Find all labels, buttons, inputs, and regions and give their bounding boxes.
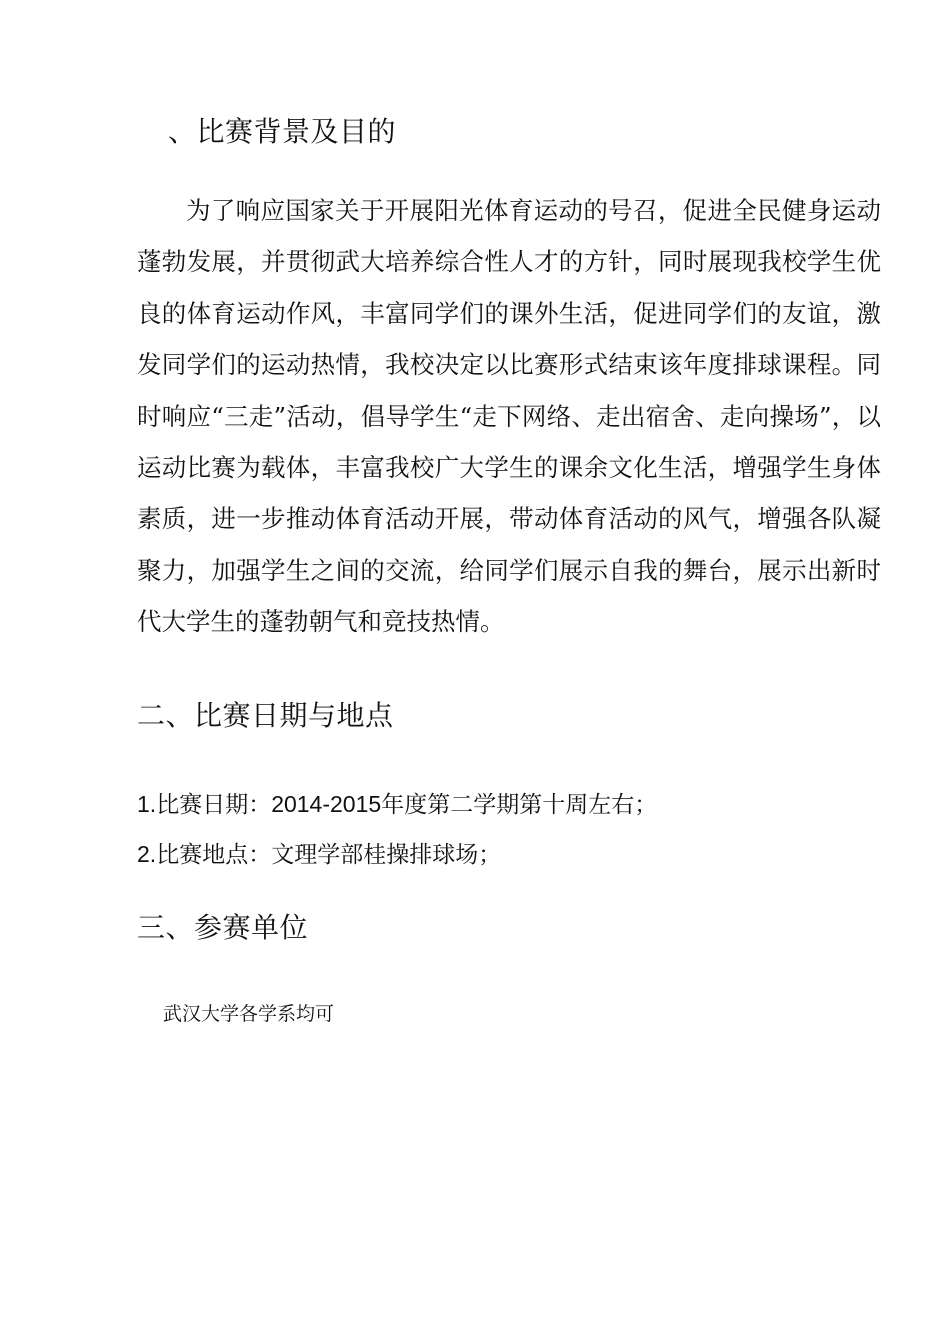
section-heading-participants: 三、参赛单位 — [137, 911, 309, 944]
participants-text: 武汉大学各学系均可 — [163, 1003, 335, 1025]
section-heading-date-location: 二、比赛日期与地点 — [137, 699, 394, 732]
date-item-text: 年度第二学期第十周左右； — [381, 792, 658, 818]
background-paragraph: 为了响应国家关于开展阳光体育运动的号召，促进全民健身运动蓬勃发展，并贯彻武大培养综合性人才的方针，同时展现我校学生优良的体育运动作风，丰富同学们的课外生活，促进同学们的友谊，激发同学们的运动热情，我校决定以比赛形式结束该年度排球课程。同时响应“三走”活动，倡导学生“走下网络、走出宿舍、走向操场”，以运动比赛为载体，丰富我校广大学生的课余文化生活，增强学生身体素质，进一步推动体育活动开展，带动体育活动的风气，增强各队凝聚力，加强学生之间的交流，给同学们展示自我的舞台，展示出新时代大学生的蓬勃朝气和竞技热情。 — [137, 196, 881, 637]
section-heading-background: 、比赛背景及目的 — [168, 115, 397, 148]
date-item-year: 2014-2015 — [271, 791, 382, 817]
location-item-number: 2. — [137, 841, 157, 867]
location-item-text: 比赛地点：文理学部桂操排球场； — [156, 842, 502, 868]
date-item-number: 1. — [137, 791, 157, 817]
location-item — [137, 837, 501, 872]
date-item — [137, 787, 657, 822]
date-item-label: 比赛日期： — [156, 792, 272, 818]
